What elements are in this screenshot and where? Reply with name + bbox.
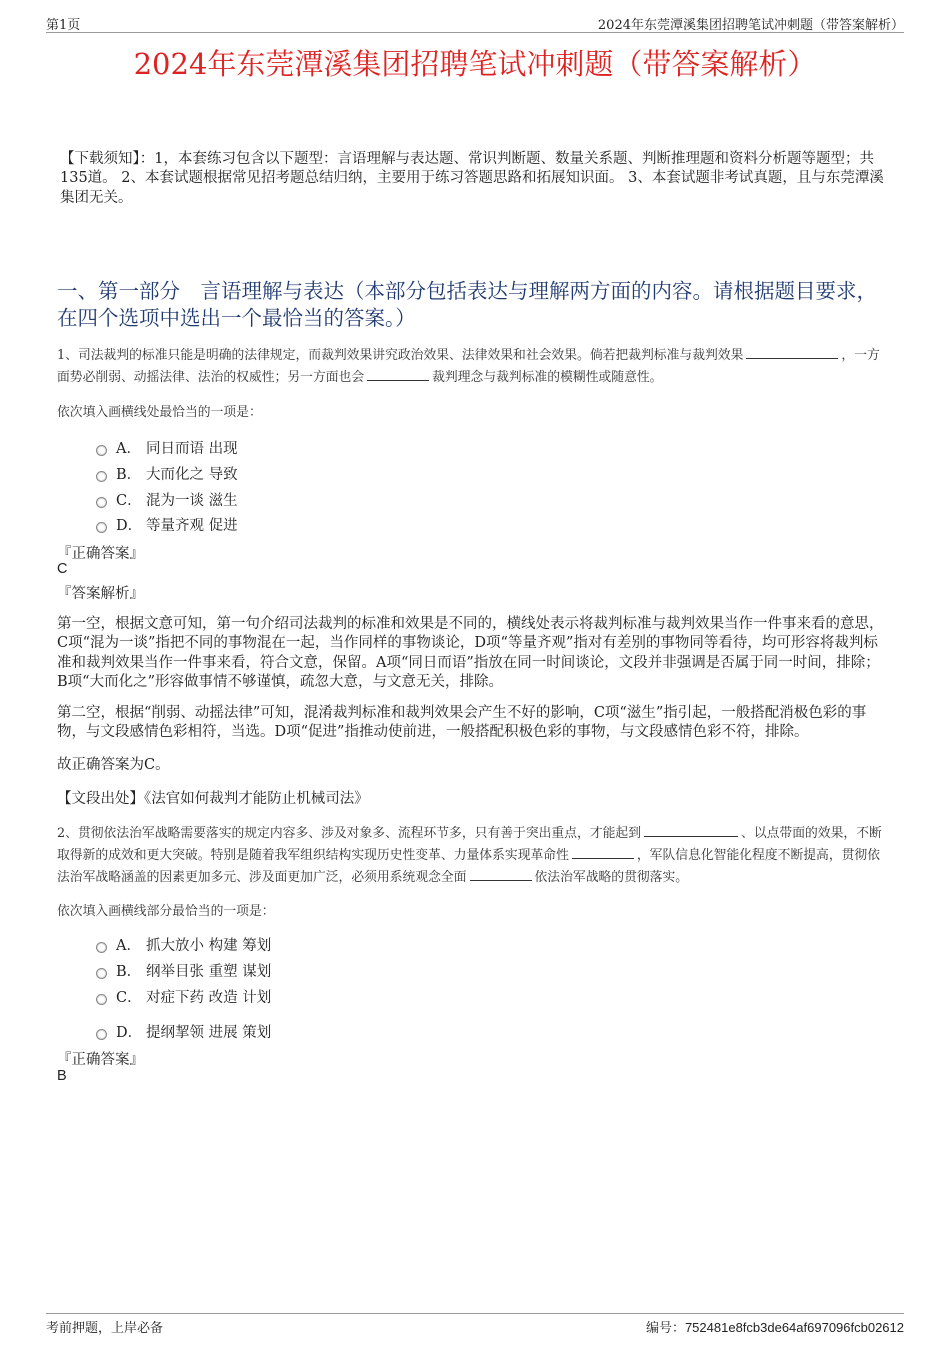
question-1-analysis-paragraph-2: 第二空，根据“削弱、动摇法律”可知，混淆裁判标准和裁判效果会产生不好的影响，C项“滋生”指引起，一般搭配消极色彩的事物，与文段感情色彩相符，当选。D项“促进”指推动使前进，一般搭配积极色彩的事物，与文段感情色彩不符，排除。 — [57, 705, 867, 741]
question-1-option-d[interactable] — [96, 514, 238, 535]
question-1-answer-label: 『正确答案』 — [57, 546, 144, 562]
radio-icon[interactable] — [96, 445, 107, 456]
question-2-answer: B — [57, 1068, 67, 1084]
question-1-answer: C — [57, 561, 68, 577]
option-key: C． — [116, 990, 142, 1006]
footer-code-label: 编号： — [645, 1321, 685, 1336]
option-key: A． — [116, 938, 141, 954]
option-key: C． — [116, 493, 142, 509]
question-1-option-c[interactable] — [96, 489, 238, 510]
question-2-option-a[interactable] — [96, 934, 271, 955]
question-2-prompt: 依次填入画横线部分最恰当的一项是： — [57, 904, 275, 919]
question-2-stem-part-c: ，军队信息化智能化程度不断提高，贯彻依法治军战略涵盖的因素更加多元、涉及面更加广泛，必须用系统观念全面 — [57, 847, 881, 885]
option-key: B． — [116, 467, 142, 483]
question-1-analysis-label: 『答案解析』 — [57, 586, 144, 602]
footer-slogan: 考前押题，上岸必备 — [46, 1321, 164, 1336]
question-2-option-b[interactable] — [96, 960, 271, 981]
question-2-stem-part-a: 2、贯彻依法治军战略需要落实的规定内容多、涉及对象多、流程环节多，只有善于突出重点，才能起到 — [57, 826, 642, 841]
radio-icon[interactable] — [96, 522, 107, 533]
option-text: 同日而语 出现 — [146, 441, 238, 457]
question-2-stem-part-b: 、以点带面的效果，不断取得新的成效和更大突破。特别是随着我军组织结构实现历史性变革、力量体系实现革命性 — [57, 826, 882, 863]
question-1-option-a[interactable] — [96, 437, 238, 458]
page-footer — [46, 1313, 904, 1336]
option-text: 大而化之 导致 — [146, 467, 238, 483]
question-2-option-d[interactable] — [96, 1021, 271, 1042]
option-key: B． — [116, 964, 142, 980]
option-text: 提纲挈领 进展 策划 — [146, 1025, 272, 1041]
radio-icon[interactable] — [96, 497, 107, 508]
fill-blank — [470, 869, 532, 881]
question-1-prompt: 依次填入画横线处最恰当的一项是： — [57, 405, 262, 420]
option-text: 混为一谈 滋生 — [146, 493, 238, 509]
radio-icon[interactable] — [96, 1029, 107, 1040]
question-2-option-c[interactable] — [96, 986, 271, 1007]
radio-icon[interactable] — [96, 942, 107, 953]
question-1-stem-part-a: 1、司法裁判的标准只能是明确的法律规定，而裁判效果讲究政治效果、法律效果和社会效果。倘若把裁判标准与裁判效果 — [57, 348, 744, 363]
fill-blank — [746, 347, 838, 359]
header-doc-title: 2024年东莞潭溪集团招聘笔试冲刺题（带答案解析） — [597, 18, 904, 33]
question-2-answer-label: 『正确答案』 — [57, 1052, 144, 1068]
footer-code — [646, 1317, 904, 1336]
option-text: 等量齐观 促进 — [146, 518, 238, 534]
section-heading: 一、第一部分 言语理解与表达（本部分包括表达与理解两方面的内容。请根据题目要求，在四个选项中选出一个最恰当的答案。） — [57, 279, 877, 331]
option-text: 抓大放小 构建 筹划 — [146, 938, 272, 954]
fill-blank — [572, 847, 634, 859]
question-1-stem — [57, 345, 890, 389]
question-1-stem-part-c: 裁判理念与裁判标准的模糊性或随意性。 — [432, 369, 663, 385]
option-text: 对症下药 改造 计划 — [146, 990, 272, 1006]
option-text: 纲举目张 重塑 谋划 — [146, 964, 272, 980]
option-key: D． — [116, 518, 143, 534]
question-1-conclusion: 故正确答案为C。 — [57, 757, 170, 773]
footer-code-value: 752481e8fcb3de64af697096fcb02612 — [684, 1320, 904, 1335]
radio-icon[interactable] — [96, 471, 107, 482]
question-1-source: 【文段出处】《法官如何裁判才能防止机械司法》 — [57, 791, 369, 807]
radio-icon[interactable] — [96, 968, 107, 979]
option-key: D． — [116, 1025, 143, 1041]
fill-blank — [367, 369, 429, 381]
question-1-stem-part-b: ，一方面势必削弱、动摇法律、法治的权威性；另一方面也会 — [57, 348, 880, 385]
page-header — [46, 14, 904, 33]
page-number: 第1页 — [46, 18, 81, 33]
radio-icon[interactable] — [96, 994, 107, 1005]
download-notice: 【下载须知】：1，本套练习包含以下题型：言语理解与表达题、常识判断题、数量关系题、判断推理题和资料分析题等题型；共135道。 2、本套试题根据常见招考题总结归纳，主要用于练习答题思路和拓展知识面。 3、本套试题非考试真题，且与东莞潭溪集团无关。 — [60, 151, 884, 206]
document-title: 2024年东莞潭溪集团招聘笔试冲刺题（带答案解析） — [133, 47, 817, 81]
option-key: A． — [116, 441, 141, 457]
question-2-stem-part-d: 依法治军战略的贯彻落实。 — [534, 869, 689, 885]
question-1-option-b[interactable] — [96, 463, 238, 484]
question-1-analysis-paragraph-1: 第一空，根据文意可知，第一句介绍司法裁判的标准和效果是不同的，横线处表示将裁判标准与裁判效果当作一件事来看的意思，C项“混为一谈”指把不同的事物混在一起，当作同样的事物谈论，D项“等量齐观”指对有差别的事物同等看待，均可形容将裁判标准和裁判效果当作一件事来看，符合文意，保留。A项“同日而语”指放在同一时间谈论，文段并非强调是否属于同一时间，排除；B项“大而化之”形容做事情不够谨慎，疏忽大意，与文意无关，排除。 — [57, 616, 884, 690]
fill-blank — [644, 825, 738, 837]
question-2-stem — [57, 823, 890, 888]
